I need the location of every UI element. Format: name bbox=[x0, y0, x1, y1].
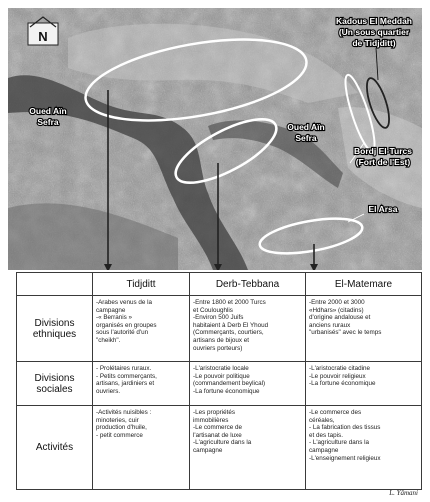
table-cell: -L'aristocratie citadine -Le pouvoir religieux -La fortune économique bbox=[306, 362, 422, 406]
aerial-map bbox=[8, 8, 422, 270]
table-header-row bbox=[17, 273, 422, 296]
column-header-tidjditt: Tidjditt bbox=[93, 273, 190, 296]
table-corner bbox=[17, 273, 93, 296]
table-cell: -Arabes venus de la campagne -« Berranis » organisés en groupes sous l'autorité d'un "cheikh". bbox=[93, 296, 190, 362]
label-oued-west-1: Oued Aïn bbox=[29, 106, 67, 116]
table-cell: -Entre 2000 et 3000 «Hdhars» (citadins) d'origine andalouse et anciens ruraux "urbanisés" avec le temps bbox=[306, 296, 422, 362]
table-cell: -Entre 1800 et 2000 Turcs et Couloughlis -Environ 500 Juifs habitaient à Derb El Yhoud (Commerçants, courtiers, artisans de bijoux et ouvriers porteurs) bbox=[190, 296, 306, 362]
label-kadous-sub1: (Un sous quartier bbox=[338, 27, 410, 37]
table-row bbox=[17, 296, 422, 362]
table-cell: -Le commerce des céréales, - La fabrication des tissus et des tapis. - L'agriculture dans la campagne -L'enseignement religieux bbox=[306, 406, 422, 490]
column-header-derb-tebbana: Derb-Tebbana bbox=[190, 273, 306, 296]
label-oued-east-1: Oued Aïn bbox=[287, 122, 325, 132]
table-row bbox=[17, 406, 422, 490]
label-kadous-sub2: de Tidjditt) bbox=[352, 38, 396, 48]
label-kadous: Kadous El Meddah bbox=[335, 16, 413, 26]
author-credit: L. Yâmani bbox=[389, 489, 418, 497]
row-header-sociales: Divisions sociales bbox=[17, 362, 93, 406]
label-bordj-2: (Fort de l'Est) bbox=[355, 157, 411, 167]
row-header-activites: Activités bbox=[17, 406, 93, 490]
label-oued-west-2: Sefra bbox=[37, 117, 59, 127]
row-header-ethniques: Divisions ethniques bbox=[17, 296, 93, 362]
label-el-arsa: El Arsa bbox=[368, 204, 398, 214]
table-cell: -L'aristocratie locale -Le pouvoir politique (commandement beylical) -La fortune économique bbox=[190, 362, 306, 406]
table-cell: -Les propriétés immobilières -Le commerce de l'artisanat de luxe -L'agriculture dans la campagne bbox=[190, 406, 306, 490]
table-cell: - Prolétaires ruraux. - Petits commerçants, artisans, jardiniers et ouvriers. bbox=[93, 362, 190, 406]
table-row bbox=[17, 362, 422, 406]
label-bordj-1: Bordj El-Turcs bbox=[354, 146, 412, 156]
column-header-el-matemare: El-Matemare bbox=[306, 273, 422, 296]
table-cell: -Activités nuisibles : minoteries, cuir production d'huile, - petit commerce bbox=[93, 406, 190, 490]
north-label: N bbox=[38, 29, 48, 44]
label-oued-east-2: Sefra bbox=[295, 133, 317, 143]
district-comparison-table bbox=[16, 272, 422, 490]
